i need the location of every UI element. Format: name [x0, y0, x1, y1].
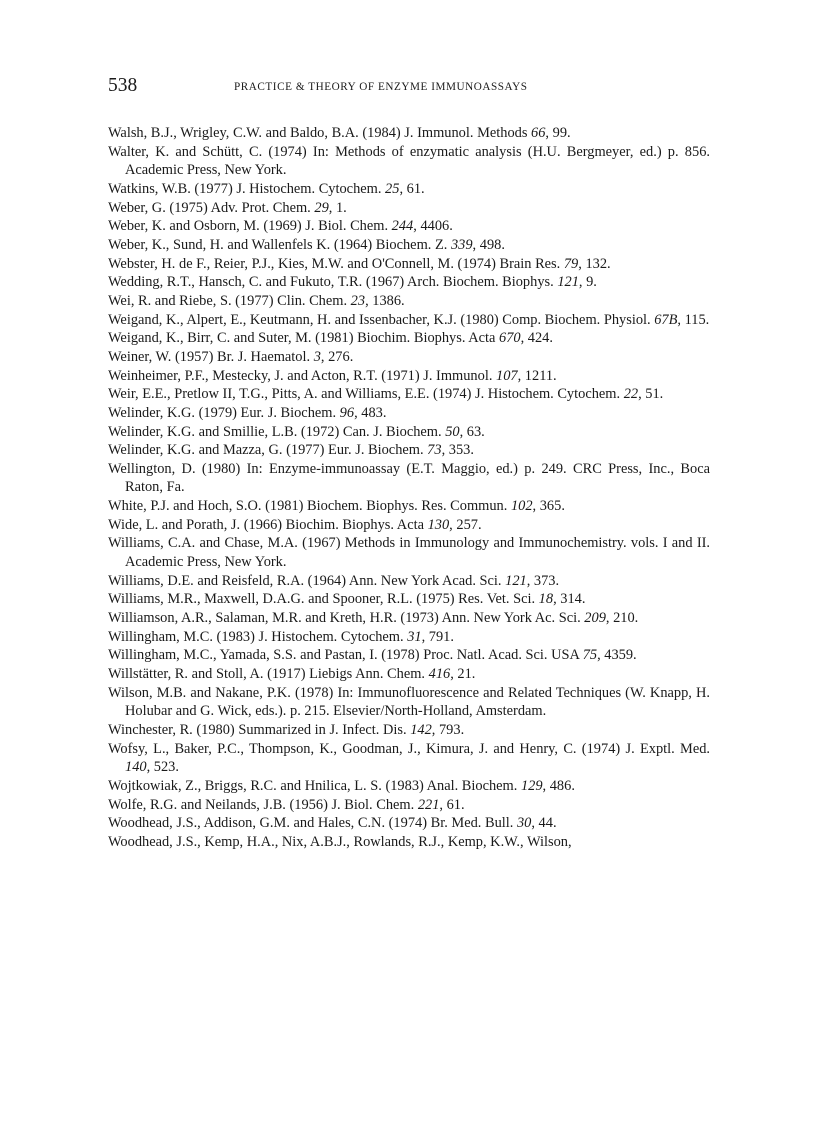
reference-entry [108, 385, 710, 404]
reference-entry [108, 143, 710, 180]
reference-volume: 73 [427, 442, 442, 459]
reference-entry [108, 740, 710, 777]
reference-pages: , 61. [399, 180, 425, 197]
reference-pages: , 498. [472, 236, 505, 253]
reference-pages: , 791. [421, 628, 454, 645]
reference-pages: , 210. [605, 610, 639, 627]
reference-volume: 22 [623, 386, 639, 403]
reference-pages: , 61. [439, 796, 465, 813]
reference-text: Wei, R. and Riebe, S. (1977) Clin. Chem. [108, 292, 351, 309]
reference-pages: , 1. [328, 199, 347, 216]
reference-pages: , 9. [578, 274, 597, 291]
reference-pages: , 257. [449, 516, 482, 533]
reference-volume: 209 [584, 610, 606, 627]
reference-text: Wedding, R.T., Hansch, C. and Fukuto, T.R. (1967) Arch. Biochem. Biophys. [108, 274, 558, 291]
reference-entry [108, 124, 710, 143]
reference-entry [108, 665, 710, 684]
reference-list [108, 124, 710, 852]
reference-pages: , 4406. [413, 218, 453, 235]
reference-volume: 121 [557, 274, 579, 291]
reference-volume: 244 [391, 218, 414, 235]
reference-entry [108, 217, 710, 236]
reference-pages: , 424. [520, 330, 553, 347]
reference-entry [108, 460, 710, 497]
reference-entry [108, 180, 710, 199]
reference-volume: 670 [499, 330, 521, 347]
reference-entry [108, 590, 710, 609]
reference-entry [108, 814, 710, 833]
reference-volume: 3 [313, 348, 321, 365]
reference-entry [108, 199, 710, 218]
reference-entry [108, 684, 710, 721]
reference-text: Webster, H. de F., Reier, P.J., Kies, M.W. and O'Connell, M. (1974) Brain Res. [108, 255, 564, 272]
reference-volume: 339 [450, 236, 473, 253]
reference-entry [108, 273, 710, 292]
reference-text: Williams, C.A. and Chase, M.A. (1967) Methods in Immunology and Immunochemistry. vols. I and II. Academic Press, New York. [108, 535, 710, 571]
reference-text: Wolfe, R.G. and Neilands, J.B. (1956) J. Biol. Chem. [108, 796, 418, 813]
reference-text: Williams, M.R., Maxwell, D.A.G. and Spooner, R.L. (1975) Res. Vet. Sci. [108, 591, 539, 608]
reference-pages: , 63. [459, 423, 485, 440]
reference-text: Wilson, M.B. and Nakane, P.K. (1978) In: Immunofluorescence and Related Techniques (W. Knapp, H. Holubar and G. Wick, eds.). p. 215. Elsevier/North-Holland, Amsterdam. [108, 684, 710, 720]
reference-text: Williams, D.E. and Reisfeld, R.A. (1964) Ann. New York Acad. Sci. [108, 572, 506, 589]
reference-pages: , 483. [354, 404, 387, 421]
reference-pages: , 373. [526, 572, 560, 589]
reference-text: Weber, K., Sund, H. and Wallenfels K. (1964) Biochem. Z. [108, 236, 451, 253]
reference-pages: , 1386. [365, 292, 405, 309]
reference-volume: 96 [339, 404, 355, 421]
reference-entry [108, 833, 710, 852]
reference-text: Willingham, M.C., Yamada, S.S. and Pastan, I. (1978) Proc. Natl. Acad. Sci. USA [108, 647, 583, 664]
reference-text: Weber, K. and Osborn, M. (1969) J. Biol. Chem. [108, 218, 392, 235]
reference-volume: 142 [410, 722, 432, 738]
reference-volume: 23 [350, 292, 366, 309]
reference-text: Woodhead, J.S., Addison, G.M. and Hales, C.N. (1974) Br. Med. Bull. [108, 815, 517, 832]
reference-entry [108, 497, 710, 516]
reference-entry [108, 628, 710, 647]
reference-entry [108, 572, 710, 591]
running-head: PRACTICE & THEORY OF ENZYME IMMUNOASSAYS [234, 81, 528, 93]
reference-pages: , 314. [553, 591, 586, 608]
reference-text: Winchester, R. (1980) Summarized in J. Infect. Dis. [108, 722, 411, 738]
reference-text: Wojtkowiak, Z., Briggs, R.C. and Hnilica, L. S. (1983) Anal. Biochem. [108, 777, 521, 794]
reference-entry [108, 441, 710, 460]
reference-pages: , 793. [431, 722, 465, 738]
reference-entry [108, 255, 710, 274]
reference-pages: , 115. [677, 311, 710, 328]
reference-text: Welinder, K.G. (1979) Eur. J. Biochem. [108, 404, 340, 421]
reference-volume: 29 [314, 199, 329, 216]
reference-volume: 79 [563, 255, 579, 272]
page-header [108, 74, 710, 98]
reference-text: Walsh, B.J., Wrigley, C.W. and Baldo, B.A. (1984) J. Immunol. Methods [108, 125, 532, 141]
reference-text: Woodhead, J.S., Kemp, H.A., Nix, A.B.J., Rowlands, R.J., Kemp, K.W., Wilson, [108, 833, 572, 850]
reference-volume: 67B [654, 311, 678, 328]
reference-entry [108, 311, 710, 330]
reference-text: Williamson, A.R., Salaman, M.R. and Kreth, H.R. (1973) Ann. New York Ac. Sci. [108, 610, 585, 627]
reference-entry [108, 534, 710, 571]
reference-volume: 107 [496, 367, 518, 384]
reference-volume: 129 [520, 777, 543, 794]
reference-volume: 66 [531, 125, 546, 141]
reference-text: Watkins, W.B. (1977) J. Histochem. Cytochem. [108, 180, 386, 197]
reference-text: Willingham, M.C. (1983) J. Histochem. Cytochem. [108, 628, 408, 645]
reference-volume: 50 [445, 423, 460, 440]
reference-pages: , 51. [638, 386, 664, 403]
reference-volume: 221 [417, 796, 440, 813]
reference-text: White, P.J. and Hoch, S.O. (1981) Biochem. Biophys. Res. Commun. [108, 498, 511, 515]
page-number: 538 [108, 75, 138, 96]
reference-volume: 18 [538, 591, 554, 608]
reference-text: Welinder, K.G. and Smillie, L.B. (1972) Can. J. Biochem. [108, 423, 446, 440]
reference-entry [108, 329, 710, 348]
reference-pages: , 4359. [597, 647, 637, 664]
reference-volume: 130 [427, 516, 450, 533]
reference-entry [108, 796, 710, 815]
reference-pages: , 353. [441, 442, 474, 459]
reference-text: Welinder, K.G. and Mazza, G. (1977) Eur. J. Biochem. [108, 442, 428, 459]
reference-pages: , 486. [542, 777, 575, 794]
reference-entry [108, 609, 710, 628]
reference-pages: , 21. [450, 666, 476, 683]
reference-volume: 25 [385, 180, 400, 197]
reference-text: Wofsy, L., Baker, P.C., Thompson, K., Goodman, J., Kimura, J. and Henry, C. (1974) J. Exptl. Med. [108, 740, 710, 757]
reference-pages: , 1211. [517, 367, 557, 384]
reference-text: Weiner, W. (1957) Br. J. Haematol. [108, 348, 314, 365]
reference-pages: , 99. [545, 125, 571, 141]
reference-volume: 140 [125, 759, 147, 776]
reference-text: Weigand, K., Alpert, E., Keutmann, H. and Issenbacher, K.J. (1980) Comp. Biochem. Physiol. [108, 311, 655, 328]
reference-pages: , 523. [146, 759, 179, 776]
reference-entry [108, 292, 710, 311]
reference-entry [108, 646, 710, 665]
reference-entry [108, 236, 710, 255]
reference-entry [108, 367, 710, 386]
reference-volume: 30 [516, 815, 532, 832]
reference-text: Willstätter, R. and Stoll, A. (1917) Liebigs Ann. Chem. [108, 666, 429, 683]
reference-text: Weir, E.E., Pretlow II, T.G., Pitts, A. and Williams, E.E. (1974) J. Histochem. Cytochem. [108, 386, 624, 403]
reference-entry [108, 348, 710, 367]
reference-volume: 75 [582, 647, 598, 664]
reference-entry [108, 516, 710, 535]
reference-text: Walter, K. and Schütt, C. (1974) In: Methods of enzymatic analysis (H.U. Bergmeyer, ed.) p. 856. Academic Press, New York. [108, 143, 710, 179]
reference-text: Wide, L. and Porath, J. (1966) Biochim. Biophys. Acta [108, 516, 428, 533]
reference-text: Weber, G. (1975) Adv. Prot. Chem. [108, 199, 315, 216]
reference-entry [108, 777, 710, 796]
reference-entry [108, 721, 710, 740]
reference-pages: , 132. [578, 255, 611, 272]
reference-volume: 31 [407, 628, 422, 645]
reference-volume: 416 [428, 666, 451, 683]
reference-entry [108, 404, 710, 423]
reference-pages: , 44. [531, 815, 557, 832]
reference-text: Weigand, K., Birr, C. and Suter, M. (1981) Biochim. Biophys. Acta [108, 330, 499, 347]
reference-pages: , 276. [320, 348, 354, 365]
reference-text: Weinheimer, P.F., Mestecky, J. and Acton, R.T. (1971) J. Immunol. [108, 367, 497, 384]
reference-text: Wellington, D. (1980) In: Enzyme-immunoassay (E.T. Maggio, ed.) p. 249. CRC Press, Inc., Boca Raton, Fa. [108, 460, 710, 496]
reference-volume: 121 [505, 572, 527, 589]
reference-pages: , 365. [532, 498, 565, 515]
reference-entry [108, 423, 710, 442]
reference-volume: 102 [510, 498, 533, 515]
